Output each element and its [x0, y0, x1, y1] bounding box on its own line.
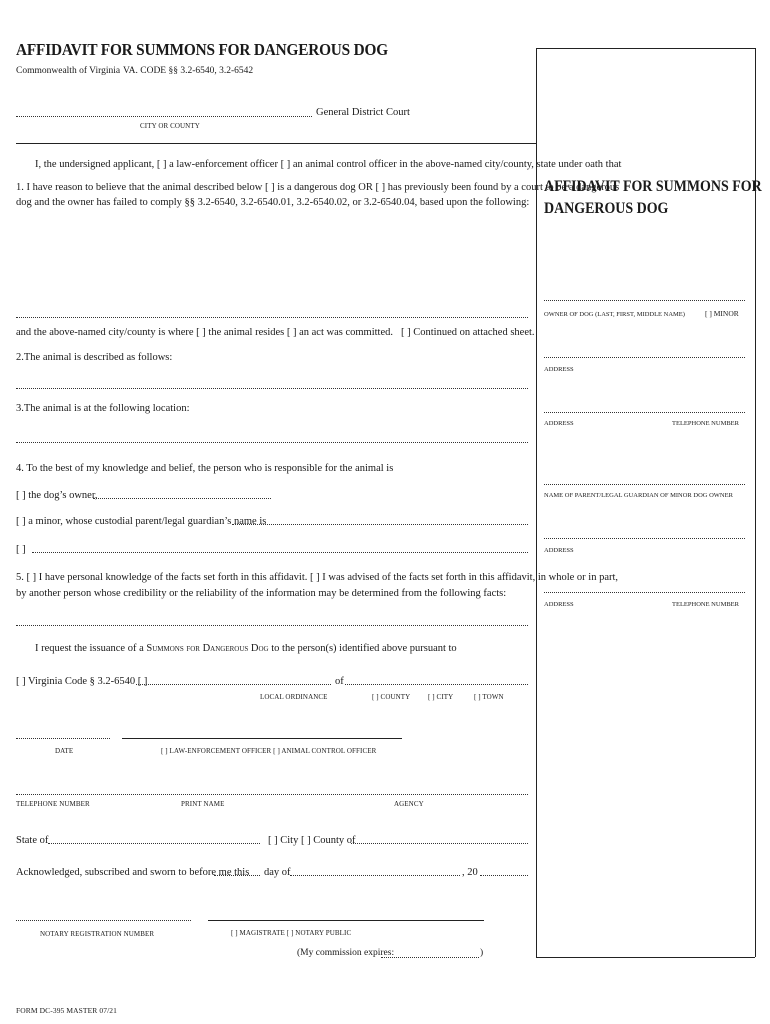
court-suffix: General District Court — [316, 107, 410, 118]
animal-location-field[interactable] — [16, 442, 528, 443]
agency-label: AGENCY — [394, 800, 424, 808]
intro-text: I, the undersigned applicant, [ ] a law-enforcement officer [ ] an animal control officer in the above-named city/county, state under oath that — [35, 159, 622, 170]
court-name-field[interactable] — [16, 116, 312, 117]
other-responsible-field[interactable] — [32, 552, 528, 553]
notary-signature-line[interactable] — [208, 920, 484, 921]
paragraph-4: 4. To the best of my knowledge and belief, the person who is responsible for the animal is — [16, 463, 394, 474]
request-text: I request the issuance of a Summons for Dangerous Dog to the person(s) identified above pursuant to — [35, 643, 457, 654]
minor-checkbox[interactable]: [ ] a minor, whose custodial parent/legal guardian’s name is — [16, 516, 267, 527]
animal-description-field[interactable] — [16, 388, 528, 389]
owner-address-line[interactable] — [544, 357, 745, 358]
guardian-address-line[interactable] — [544, 538, 745, 539]
acknowledged-text: Acknowledged, subscribed and sworn to before me this — [16, 867, 250, 878]
day-of-label: day of — [264, 867, 291, 878]
year-label: , 20 — [462, 867, 478, 878]
form-title: AFFIDAVIT FOR SUMMONS FOR DANGEROUS DOG — [16, 40, 388, 59]
state-field[interactable] — [48, 843, 260, 844]
other-checkbox[interactable]: [ ] — [16, 544, 26, 555]
notary-registration-label: NOTARY REGISTRATION NUMBER — [40, 930, 155, 938]
of-label: of — [335, 676, 344, 687]
locality-field[interactable] — [345, 684, 528, 685]
county-checkbox[interactable]: [ ] COUNTY — [372, 693, 411, 701]
owner-name-field[interactable] — [93, 498, 271, 499]
side-title-line-1: AFFIDAVIT FOR SUMMONS FOR — [544, 178, 762, 195]
owner-address-line-2[interactable] — [544, 412, 745, 413]
paragraph-1-line-1: 1. I have reason to believe that the animal described below [ ] is a dangerous dog OR [ ] has previously been found by a court to be a dangerous — [16, 182, 620, 193]
telephone-label-2: TELEPHONE NUMBER — [672, 420, 739, 427]
owner-label: OWNER OF DOG (LAST, FIRST, MIDDLE NAME) — [544, 311, 685, 318]
town-checkbox[interactable]: [ ] TOWN — [474, 693, 504, 701]
side-title-line-2: DANGEROUS DOG — [544, 200, 669, 217]
commission-close: ) — [480, 948, 484, 958]
facts-line[interactable] — [16, 317, 528, 318]
commission-label: (My commission expires: — [297, 948, 395, 958]
side-panel-top-border — [536, 48, 755, 49]
guardian-label: NAME OF PARENT/LEGAL GUARDIAN OF MINOR DOG OWNER — [544, 492, 733, 499]
guardian-address-line-2[interactable] — [544, 592, 745, 593]
month-field[interactable] — [290, 875, 460, 876]
paragraph-5-line-1: 5. [ ] I have personal knowledge of the facts set forth in this affidavit. [ ] I was advised of the facts set forth in this affidavit, in whole or in part, — [16, 572, 619, 583]
ordinance-field[interactable] — [136, 684, 331, 685]
officer-info-line[interactable] — [16, 794, 528, 795]
header-divider — [16, 143, 536, 144]
address-label-2: ADDRESS — [544, 420, 574, 427]
telephone-label-4: TELEPHONE NUMBER — [672, 601, 739, 608]
code-reference: VA. CODE §§ 3.2-6540, 3.2-6542 — [123, 66, 254, 76]
date-field[interactable] — [16, 738, 110, 739]
continued-checkbox[interactable]: [ ] Continued on attached sheet. — [401, 327, 535, 338]
form-id: FORM DC-395 MASTER 07/21 — [16, 1006, 117, 1015]
city-county-field[interactable] — [351, 843, 528, 844]
address-label-1: ADDRESS — [544, 366, 574, 373]
owner-checkbox[interactable]: [ ] the dog’s owner, — [16, 490, 98, 501]
magistrate-notary-checkboxes[interactable]: [ ] MAGISTRATE [ ] NOTARY PUBLIC — [231, 929, 352, 937]
city-county-checkboxes[interactable]: [ ] City [ ] County of — [268, 835, 356, 846]
date-label: DATE — [55, 747, 74, 755]
virginia-code-checkbox[interactable]: [ ] Virginia Code § 3.2-6540 [ ] — [16, 676, 148, 687]
commission-expires-field[interactable] — [381, 957, 479, 958]
court-label: CITY OR COUNTY — [140, 122, 200, 130]
owner-name-line[interactable] — [544, 300, 745, 301]
paragraph-5-line-2: by another person whose credibility or the reliability of the information may be determined from the following facts: — [16, 588, 507, 599]
paragraph-1-line-2: dog and the owner has failed to comply §§ 3.2-6540, 3.2-6540.01, 3.2-6540.02, or 3.2-6540.04, based upon the following: — [16, 197, 530, 208]
minor-checkbox-side[interactable]: [ ] MINOR — [705, 309, 739, 318]
address-label-3: ADDRESS — [544, 547, 574, 554]
paragraph-3: 3.The animal is at the following location: — [16, 403, 190, 414]
print-name-label: PRINT NAME — [181, 800, 225, 808]
side-panel-bottom-border — [536, 957, 755, 958]
jurisdiction: Commonwealth of Virginia — [16, 66, 121, 76]
year-field[interactable] — [480, 875, 528, 876]
day-field[interactable] — [214, 875, 260, 876]
local-ordinance-label: LOCAL ORDINANCE — [260, 693, 328, 701]
state-of-label: State of — [16, 835, 49, 846]
telephone-label: TELEPHONE NUMBER — [16, 800, 90, 808]
credibility-facts-field[interactable] — [16, 625, 528, 626]
guardian-name-field[interactable] — [232, 524, 528, 525]
guardian-name-line[interactable] — [544, 484, 745, 485]
side-panel-left-border — [536, 48, 537, 957]
officer-type-checkboxes[interactable]: [ ] LAW-ENFORCEMENT OFFICER [ ] ANIMAL CONTROL OFFICER — [161, 747, 377, 755]
address-label-4: ADDRESS — [544, 601, 574, 608]
notary-registration-field[interactable] — [16, 920, 191, 921]
signature-line[interactable] — [122, 738, 402, 739]
paragraph-1-where: and the above-named city/county is where [ ] the animal resides [ ] an act was committed. — [16, 327, 393, 338]
city-checkbox[interactable]: [ ] CITY — [428, 693, 454, 701]
paragraph-2: 2.The animal is described as follows: — [16, 352, 173, 363]
